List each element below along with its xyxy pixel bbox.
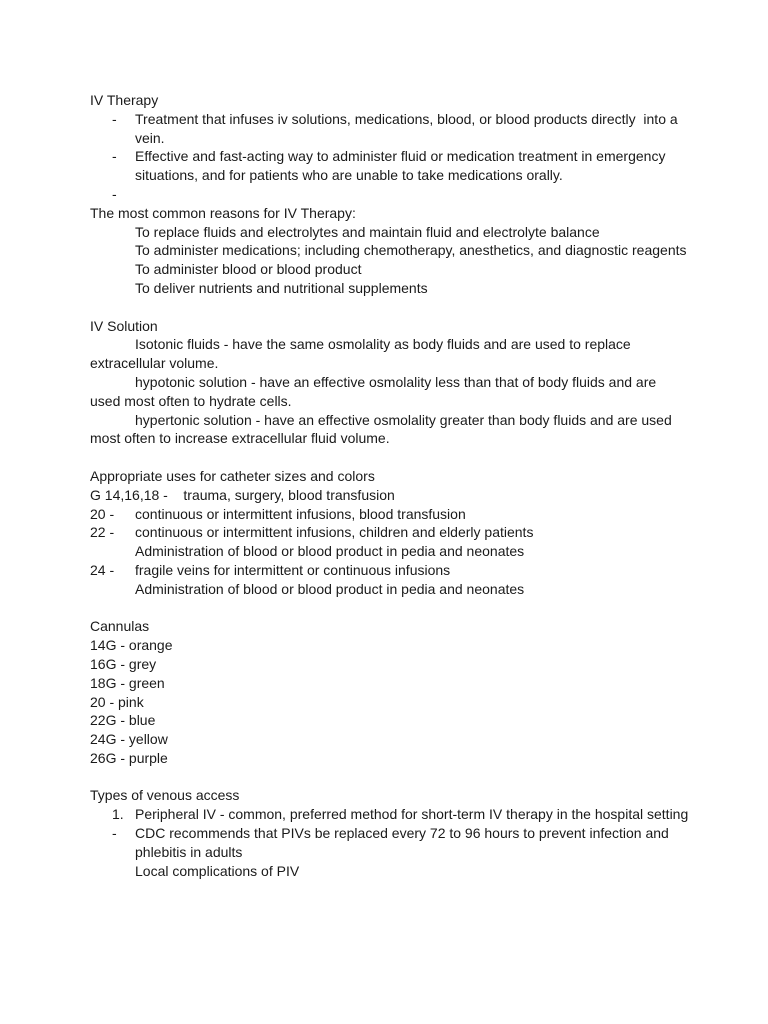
section-title-iv-solution: IV Solution — [90, 317, 158, 334]
document-page — [90, 91, 690, 880]
bullet-marker: - — [112, 148, 117, 165]
catheter-code: 24 - — [90, 561, 115, 578]
paragraph: hypotonic solution - have an effective osmolality less than that of body fluids and are used most often to hydrate cells. — [90, 373, 661, 409]
catheter-text: Administration of blood or blood product in pedia and neonates — [135, 580, 525, 597]
paragraph: To deliver nutrients and nutritional supplements — [135, 279, 428, 296]
paragraph: To administer blood or blood product — [135, 261, 362, 278]
section-title-cannulas: Cannulas — [90, 618, 150, 635]
spacer — [90, 768, 690, 787]
number-marker: 1. — [112, 806, 124, 823]
catheter-text: continuous or intermittent infusions, children and elderly patients — [135, 524, 534, 541]
catheter-text: Administration of blood or blood product in pedia and neonates — [135, 543, 525, 560]
section-title-venous-access: Types of venous access — [90, 787, 240, 804]
bullet-text: Treatment that infuses iv solutions, medications, blood, or blood products directly into a vein. — [135, 110, 682, 146]
catheter-row — [90, 580, 690, 599]
numbered-item — [90, 805, 690, 824]
paragraph: To administer medications; including chemotherapy, anesthetics, and diagnostic reagents — [135, 242, 687, 259]
catheter-first-line: G 14,16,18 - trauma, surgery, blood transfusion — [90, 486, 395, 503]
bullet-marker: - — [112, 185, 117, 202]
cannula-item: 14G - orange — [90, 637, 173, 654]
paragraph: Isotonic fluids - have the same osmolality as body fluids and are used to replace extracellular volume. — [90, 336, 635, 372]
catheter-code: 22 - — [90, 524, 115, 541]
catheter-code: 20 - — [90, 505, 115, 522]
catheter-text: fragile veins for intermittent or continuous infusions — [135, 561, 451, 578]
list-item — [90, 185, 690, 204]
catheter-row — [90, 505, 690, 524]
cannula-item: 18G - green — [90, 674, 165, 691]
spacer — [90, 298, 690, 317]
catheter-row — [90, 542, 690, 561]
catheter-row — [90, 523, 690, 542]
cannula-item: 20 - pink — [90, 693, 144, 710]
numbered-text: Peripheral IV - common, preferred method for short-term IV therapy in the hospital setting — [135, 806, 689, 823]
paragraph: hypertonic solution - have an effective osmolality greater than body fluids and are used most often to increase extracellular fluid volume. — [90, 411, 676, 447]
list-item — [90, 110, 690, 148]
paragraph: To replace fluids and electrolytes and maintain fluid and electrolyte balance — [135, 223, 600, 240]
sub-line: Local complications of PIV — [135, 862, 300, 879]
cannula-item: 26G - purple — [90, 749, 168, 766]
spacer — [90, 599, 690, 618]
cannula-item: 16G - grey — [90, 655, 157, 672]
bullet-marker: - — [112, 110, 117, 127]
section-title-iv-therapy: IV Therapy — [90, 92, 159, 108]
list-item — [90, 824, 690, 862]
bullet-text: Effective and fast-acting way to administer fluid or medication treatment in emergency situations, and for patients who are unable to take medications orally. — [135, 148, 670, 184]
cannula-item: 22G - blue — [90, 712, 156, 729]
list-item — [90, 147, 690, 185]
section-title-reasons: The most common reasons for IV Therapy: — [90, 204, 356, 221]
cannula-item: 24G - yellow — [90, 731, 168, 748]
catheter-row — [90, 561, 690, 580]
section-title-catheter: Appropriate uses for catheter sizes and colors — [90, 467, 375, 484]
bullet-marker: - — [112, 825, 117, 842]
spacer — [90, 448, 690, 467]
bullet-text: CDC recommends that PIVs be replaced every 72 to 96 hours to prevent infection and phlebitis in adults — [135, 825, 673, 860]
catheter-text: continuous or intermittent infusions, blood transfusion — [135, 505, 466, 522]
